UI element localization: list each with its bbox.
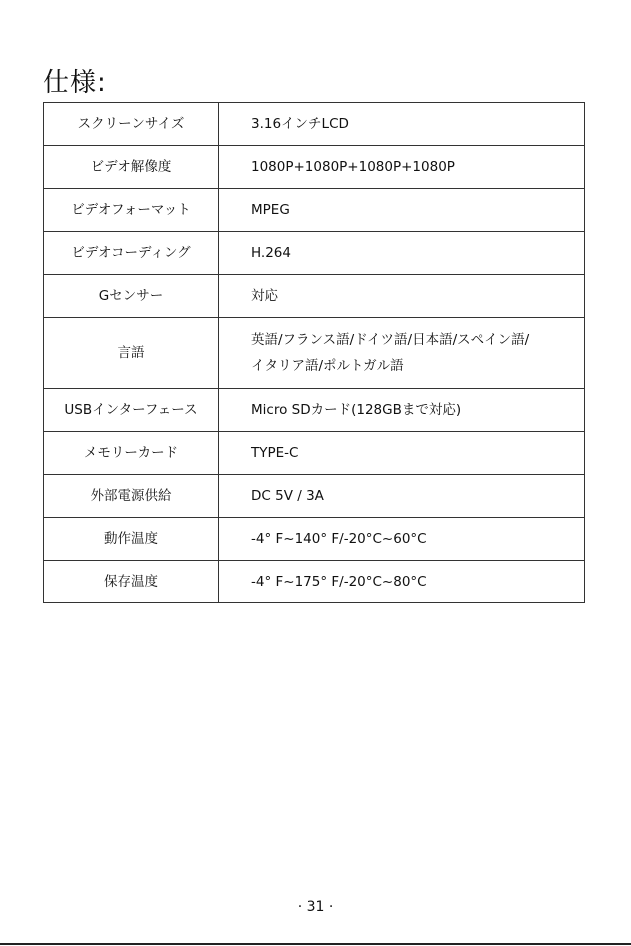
spec-value: 対応 <box>219 275 585 318</box>
spec-row-g-sensor <box>44 275 585 318</box>
spec-row-usb-interface <box>44 389 585 432</box>
spec-row-video-resolution <box>44 146 585 189</box>
spec-label: 動作温度 <box>44 518 219 561</box>
page-number: · 31 · <box>297 899 334 915</box>
spec-value: 3.16インチLCD <box>219 103 585 146</box>
spec-row-power-supply <box>44 475 585 518</box>
spec-row-video-format <box>44 189 585 232</box>
spec-value: -4° F~140° F/-20°C~60°C <box>219 518 585 561</box>
spec-value: -4° F~175° F/-20°C~80°C <box>219 561 585 603</box>
spec-label: 言語 <box>44 318 219 389</box>
spec-value: Micro SDカード(128GBまで対応) <box>219 389 585 432</box>
spec-row-video-coding <box>44 232 585 275</box>
spec-label: メモリーカード <box>44 432 219 475</box>
spec-row-storage-temperature <box>44 561 585 603</box>
bottom-rule <box>0 943 631 945</box>
spec-value: DC 5V / 3A <box>219 475 585 518</box>
spec-label: スクリーンサイズ <box>44 103 219 146</box>
spec-value-line: 英語/フランス語/ドイツ語/日本語/スペイン語/ <box>251 332 530 348</box>
page-title: 仕様: <box>43 68 107 98</box>
spec-label: USBインターフェース <box>44 389 219 432</box>
spec-label: 外部電源供給 <box>44 475 219 518</box>
spec-label: 保存温度 <box>44 561 219 603</box>
spec-value: H.264 <box>219 232 585 275</box>
spec-row-memory-card <box>44 432 585 475</box>
spec-value <box>219 318 585 389</box>
spec-row-language <box>44 318 585 389</box>
spec-label: ビデオ解像度 <box>44 146 219 189</box>
spec-label: ビデオコーディング <box>44 232 219 275</box>
spec-value: 1080P+1080P+1080P+1080P <box>219 146 585 189</box>
spec-row-operating-temperature <box>44 518 585 561</box>
spec-table <box>43 102 585 603</box>
spec-row-screen-size <box>44 103 585 146</box>
spec-value: TYPE-C <box>219 432 585 475</box>
spec-value: MPEG <box>219 189 585 232</box>
spec-label: ビデオフォーマット <box>44 189 219 232</box>
spec-value-line: イタリア語/ポルトガル語 <box>251 358 404 374</box>
spec-label: Gセンサー <box>44 275 219 318</box>
